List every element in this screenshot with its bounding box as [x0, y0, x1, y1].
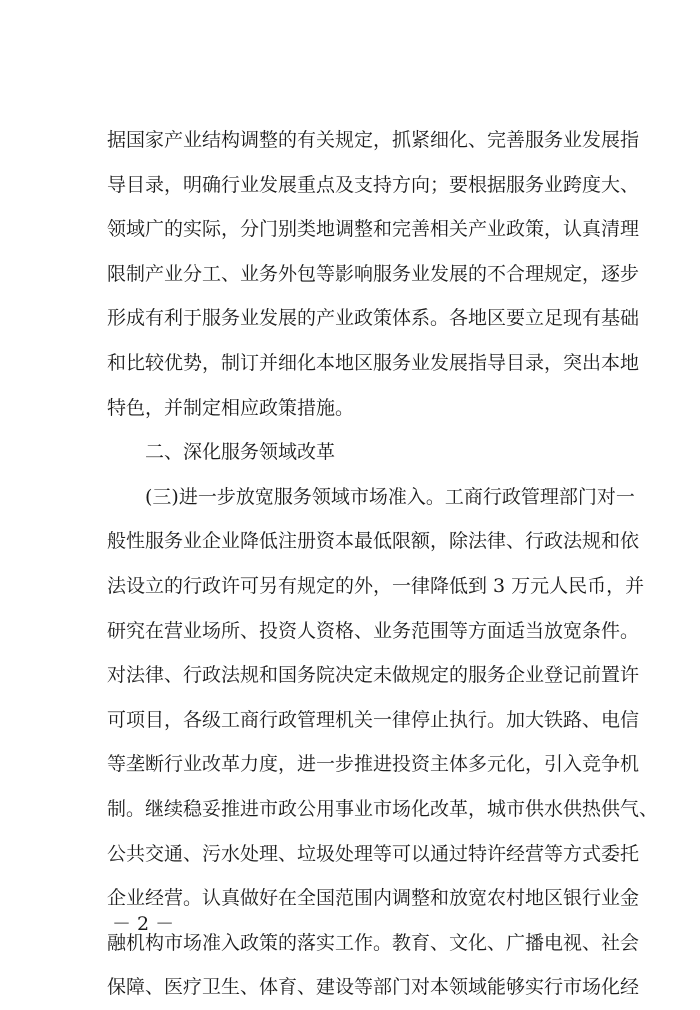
paragraph-line: 限制产业分工、业务外包等影响服务业发展的不合理规定，逐步: [107, 262, 640, 285]
paragraph-line: 领域广的实际，分门别类地调整和完善相关产业政策，认真清理: [107, 218, 640, 241]
paragraph-line: 企业经营。认真做好在全国范围内调整和放宽农村地区银行业金: [107, 887, 640, 910]
paragraph-line: 据国家产业结构调整的有关规定，抓紧细化、完善服务业发展指: [107, 129, 640, 151]
paragraph-line: (三)进一步放宽服务领域市场准入。工商行政管理部门对一: [145, 485, 635, 508]
paragraph-line: 公共交通、污水处理、垃圾处理等可以通过特许经营等方式委托: [107, 842, 640, 865]
section-heading: 二、深化服务领域改革: [145, 441, 336, 464]
paragraph-line: 和比较优势，制订并细化本地区服务业发展指导目录，突出本地: [107, 351, 640, 374]
paragraph-line: 制。继续稳妥推进市政公用事业市场化改革，城市供水供热供气、: [107, 797, 659, 820]
paragraph-line: 对法律、行政法规和国务院决定未做规定的服务企业登记前置许: [107, 664, 640, 687]
paragraph-line: 形成有利于服务业发展的产业政策体系。各地区要立足现有基础: [107, 307, 640, 330]
document-body: [107, 118, 659, 1010]
paragraph-line: 融机构市场准入政策的落实工作。教育、文化、广播电视、社会: [107, 931, 640, 954]
paragraph-line: 般性服务业企业降低注册资本最低限额，除法律、行政法规和依: [107, 530, 640, 553]
paragraph-line: 可项目，各级工商行政管理机关一律停止执行。加大铁路、电信: [107, 708, 640, 731]
paragraph-line: 导目录，明确行业发展重点及支持方向；要根据服务业跨度大、: [107, 173, 640, 196]
paragraph-line: 研究在营业场所、投资人资格、业务范围等方面适当放宽条件。: [107, 619, 640, 642]
paragraph-line: 等垄断行业改革力度，进一步推进投资主体多元化，引入竞争机: [107, 753, 640, 776]
paragraph-line: 保障、医疗卫生、体育、建设等部门对本领域能够实行市场化经: [107, 976, 640, 999]
page-number: － 2 －: [112, 913, 175, 935]
paragraph-line: 法设立的行政许可另有规定的外，一律降低到 3 万元人民币，并: [107, 574, 645, 597]
paragraph-line: 特色，并制定相应政策措施。: [107, 396, 355, 419]
